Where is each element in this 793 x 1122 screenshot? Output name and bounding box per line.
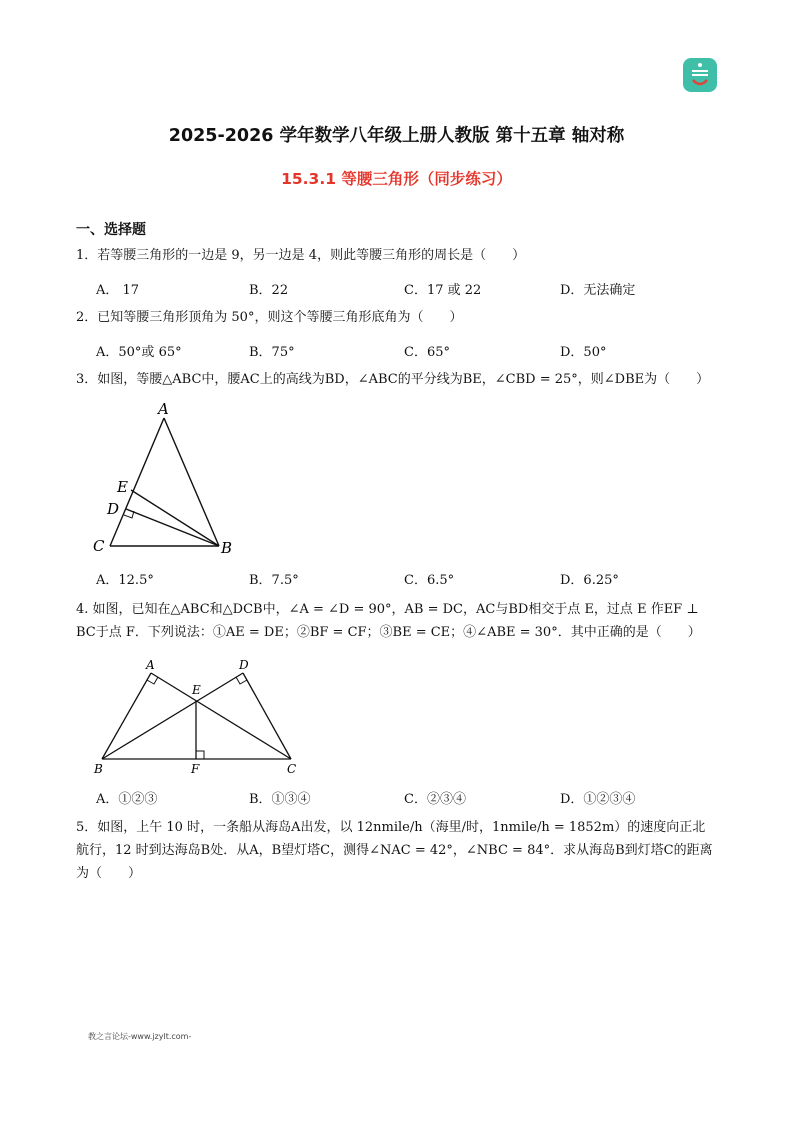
q4-label-f: F <box>191 762 200 776</box>
q1-option-c: C．17 或 22 <box>404 283 482 298</box>
q4-option-d: D．①②③④ <box>560 792 636 807</box>
q4-option-b: B．①③④ <box>249 792 311 807</box>
q2-option-b: B．75° <box>249 345 295 360</box>
q3-label-d: D <box>107 500 120 518</box>
q4-option-c: C．②③④ <box>404 792 466 807</box>
q4-label-a: A <box>146 658 155 672</box>
brand-logo-icon <box>683 58 717 92</box>
q1-option-d: D．无法确定 <box>560 283 636 298</box>
q4-label-b: B <box>94 762 103 776</box>
q3-option-c: C．6.5° <box>404 573 455 588</box>
q2-option-c: C．65° <box>404 345 450 360</box>
q4-label-d: D <box>239 658 249 672</box>
q4-option-a: A．①②③ <box>96 792 158 807</box>
question-2-stem: 2．已知等腰三角形顶角为 50°，则这个等腰三角形底角为（ ） <box>76 310 463 325</box>
page-title: 2025-2026 学年数学八年级上册人教版 第十五章 轴对称 <box>168 126 625 146</box>
q3-option-d: D．6.25° <box>560 573 619 588</box>
q3-label-a: A <box>158 400 169 418</box>
q1-option-b: B．22 <box>249 283 289 298</box>
q2-option-a: A．50°或 65° <box>96 345 182 360</box>
q4-figure <box>88 656 303 778</box>
q3-option-b: B．7.5° <box>249 573 299 588</box>
q3-label-b: B <box>221 539 233 557</box>
q4-label-c: C <box>287 762 297 776</box>
q3-option-a: A．12.5° <box>96 573 154 588</box>
q4-label-e: E <box>192 683 201 697</box>
section-heading: 一、选择题 <box>76 222 146 238</box>
question-1-stem: 1．若等腰三角形的一边是 9，另一边是 4，则此等腰三角形的周长是（ ） <box>76 248 526 263</box>
footer-text: 教之言论坛-www.jzylt.com- <box>88 1032 192 1041</box>
page-subtitle: 15.3.1 等腰三角形（同步练习） <box>281 170 512 188</box>
question-4-stem: 4. 如图，已知在△ABC和△DCB中，∠A = ∠D = 90°，AB = DC，AC与BD相交于点 E，过点 E 作EF ⊥ BC于点 F．下列说法：①AE = DE；②BF = CF；③BE = CE；④∠ABE = 30°．其中正确的是（ ） <box>76 602 701 640</box>
q2-option-d: D．50° <box>560 345 607 360</box>
q3-label-e: E <box>117 478 128 496</box>
q1-option-a: A． 17 <box>96 283 140 298</box>
question-3-stem: 3．如图，等腰△ABC中，腰AC上的高线为BD，∠ABC的平分线为BE，∠CBD = 25°，则∠DBE为（ ） <box>76 372 710 387</box>
q3-triangle-figure <box>88 396 248 558</box>
q3-label-c: C <box>93 537 105 555</box>
question-5-stem: 5．如图，上午 10 时，一条船从海岛A出发，以 12nmile/h（海里/时，1nmile/h = 1852m）的速度向正北航行，12 时到达海岛B处．从A，B望灯塔C，测得∠NAC = 42°，∠NBC = 84°．求从海岛B到灯塔C的距离为（ ） <box>76 820 713 881</box>
